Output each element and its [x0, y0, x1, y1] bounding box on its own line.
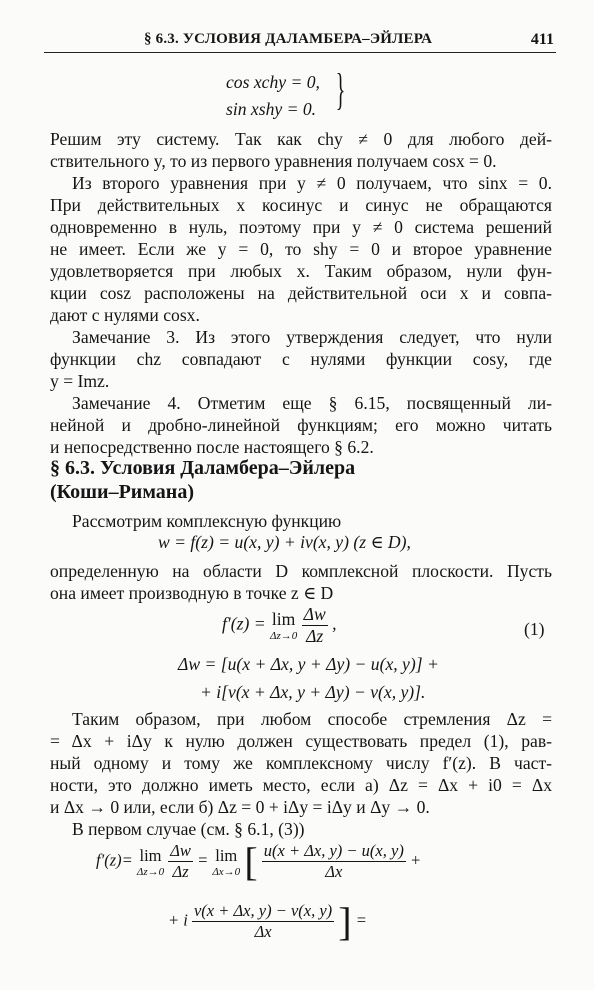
- para1-line: ствительного y, то из первого уравнения получаем cosx = 0.: [50, 151, 497, 171]
- delta-w-line-2: + i[v(x + Δx, y + Δy) − v(x, y)].: [200, 682, 426, 702]
- final-lhs: f′(z)=: [96, 850, 133, 870]
- function-equation: w = f(z) = u(x, y) + iv(x, y) (z ∈ D),: [158, 532, 411, 552]
- remark4-line: и непосредственно после настоящего § 6.2.: [50, 437, 374, 457]
- intro-line: Рассмотрим комплексную функцию: [72, 511, 342, 531]
- para3-line: она имеет производную в точке z ∈ D: [50, 583, 334, 603]
- remark3-line: Замечание 3. Из этого утверждения следует, что нули: [72, 327, 552, 347]
- derivative-equation: [222, 604, 337, 647]
- fraction-denominator: Δz: [172, 862, 189, 881]
- delta-fraction: [302, 604, 328, 647]
- fraction-denominator: Δx: [325, 862, 343, 881]
- equals-sign: =: [355, 910, 367, 930]
- lim-text: lim: [271, 609, 296, 629]
- lim-subscript: Δz→0: [136, 865, 165, 878]
- para4-line: Таким образом, при любом способе стремления Δz =: [72, 709, 552, 729]
- remark3-line: y = Imz.: [50, 371, 110, 391]
- para4-line: и Δx → 0 или, если б) Δz = 0 + iΔy = iΔy и Δy → 0.: [50, 797, 430, 817]
- imaginary-unit: + i: [168, 910, 188, 930]
- para2-line: удовлетворяется при любых x. Таким образом, нули фун-: [50, 261, 552, 281]
- para3-line: определенную на области D комплексной плоскости. Пусть: [50, 561, 552, 581]
- section-heading-sub: (Коши–Римана): [50, 481, 194, 503]
- remark4-line: Замечание 4. Отметим еще § 6.15, посвященный ли-: [72, 393, 552, 413]
- v-fraction: [192, 901, 334, 942]
- para2-line: При действительных x косинус и синус не обращаются: [50, 195, 552, 215]
- lim-text: lim: [215, 845, 238, 865]
- running-header: [44, 30, 556, 53]
- final-equation-line-2: [168, 898, 367, 945]
- remark3-line: функции chz совпадают с нулями функции cosy, где: [50, 349, 552, 369]
- fraction-numerator: Δw: [170, 841, 191, 860]
- derivative-lhs: f′(z) =: [222, 613, 266, 634]
- para4-line: ности, это должно иметь место, если а) Δz = Δx + i0 = Δx: [50, 775, 552, 795]
- system-eq-2: sin xshy = 0.: [226, 99, 317, 119]
- section-heading: § 6.3. Условия Даламбера–Эйлера: [50, 457, 356, 479]
- para4-line: = Δx + iΔy к нулю должен существовать предел (1), рав-: [50, 731, 552, 751]
- limit-operator: [137, 846, 164, 878]
- plus-sign: +: [409, 850, 422, 870]
- delta-fraction: [168, 841, 193, 882]
- system-brace: }: [335, 65, 346, 114]
- delta-w-line-1: Δw = [u(x + Δx, y + Δy) − u(x, y)] +: [178, 654, 439, 674]
- remark4-line: нейной и дробно-линейной функциям; его можно читать: [50, 415, 552, 435]
- lim-text: lim: [139, 845, 162, 865]
- para2-line: Из второго уравнения при y ≠ 0 получаем, что sinx = 0.: [72, 173, 552, 193]
- para2-line: кции cosz расположены на действительной оси x и совпа-: [50, 283, 552, 303]
- equals-sign: =: [197, 850, 209, 870]
- limit-operator: [212, 846, 240, 878]
- para1-line: Решим эту систему. Так как chy ≠ 0 для любого дей-: [50, 129, 552, 149]
- lim-subscript: Δz→0: [269, 630, 298, 642]
- derivative-comma: ,: [332, 613, 337, 634]
- header-title: § 6.3. УСЛОВИЯ ДАЛАМБЕРА–ЭЙЛЕРА: [144, 31, 433, 47]
- para2-line: не имеет. Если же y = 0, то shy = 0 и второе уравнение: [50, 239, 552, 259]
- para2-line: дают с нулями cosx.: [50, 305, 200, 325]
- page-number: 411: [530, 31, 554, 48]
- equation-label: (1): [524, 619, 545, 639]
- para5-line: В первом случае (см. § 6.1, (3)): [72, 819, 305, 839]
- fraction-numerator: u(x + Δx, y) − u(x, y): [263, 841, 404, 860]
- system-eq-1: cos xchy = 0,: [226, 72, 320, 92]
- left-bracket: [: [244, 839, 258, 884]
- lim-subscript: Δx→0: [212, 865, 241, 878]
- fraction-denominator: Δz: [306, 626, 324, 646]
- para2-line: одновременно в нуль, поэтому при y ≠ 0 система решений: [50, 217, 552, 237]
- limit-operator: [270, 609, 297, 642]
- u-fraction: [262, 841, 406, 882]
- final-equation: [96, 838, 421, 885]
- para4-line: ный одному и тому же комплексному числу f′(z). В част-: [50, 753, 552, 773]
- fraction-denominator: Δx: [254, 922, 272, 941]
- fraction-numerator: v(x + Δx, y) − v(x, y): [193, 901, 333, 920]
- right-bracket: ]: [338, 899, 352, 944]
- fraction-numerator: Δw: [303, 604, 326, 624]
